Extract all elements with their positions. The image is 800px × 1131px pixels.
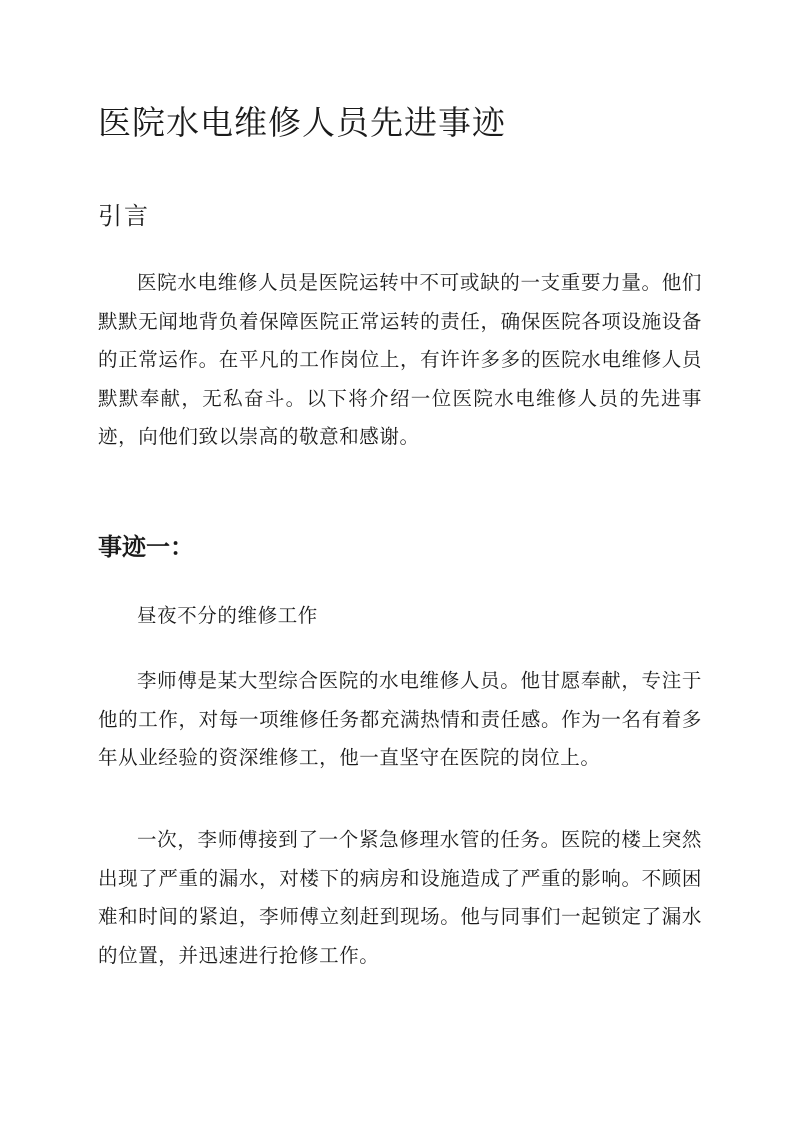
deed-one-subtitle: 昼夜不分的维修工作 <box>137 604 318 627</box>
deed-one-paragraph-2: 一次，李师傅接到了一个紧急修理水管的任务。医院的楼上突然出现了严重的漏水，对楼下的病房和设施造成了严重的影响。不顾困难和时间的紧迫，李师傅立刻赶到现场。他与同事们一起锁定了漏水的位置，并迅速进行抢修工作。 <box>98 828 702 967</box>
intro-paragraph: 医院水电维修人员是医院运转中不可或缺的一支重要力量。他们默默无闻地背负着保障医院正常运转的责任，确保医院各项设施设备的正常运作。在平凡的工作岗位上，有许许多多的医院水电维修人员默默奉献，无私奋斗。以下将介绍一位医院水电维修人员的先进事迹，向他们致以崇高的敬意和感谢。 <box>98 271 702 448</box>
section-heading-deed-one: 事迹一： <box>98 532 194 561</box>
section-heading-intro: 引言 <box>98 202 150 230</box>
document-title: 医院水电维修人员先进事迹 <box>98 103 506 142</box>
deed-one-paragraph-1: 李师傅是某大型综合医院的水电维修人员。他甘愿奉献，专注于他的工作，对每一项维修任务都充满热情和责任感。作为一名有着多年从业经验的资深维修工，他一直坚守在医院的岗位上。 <box>98 669 702 769</box>
